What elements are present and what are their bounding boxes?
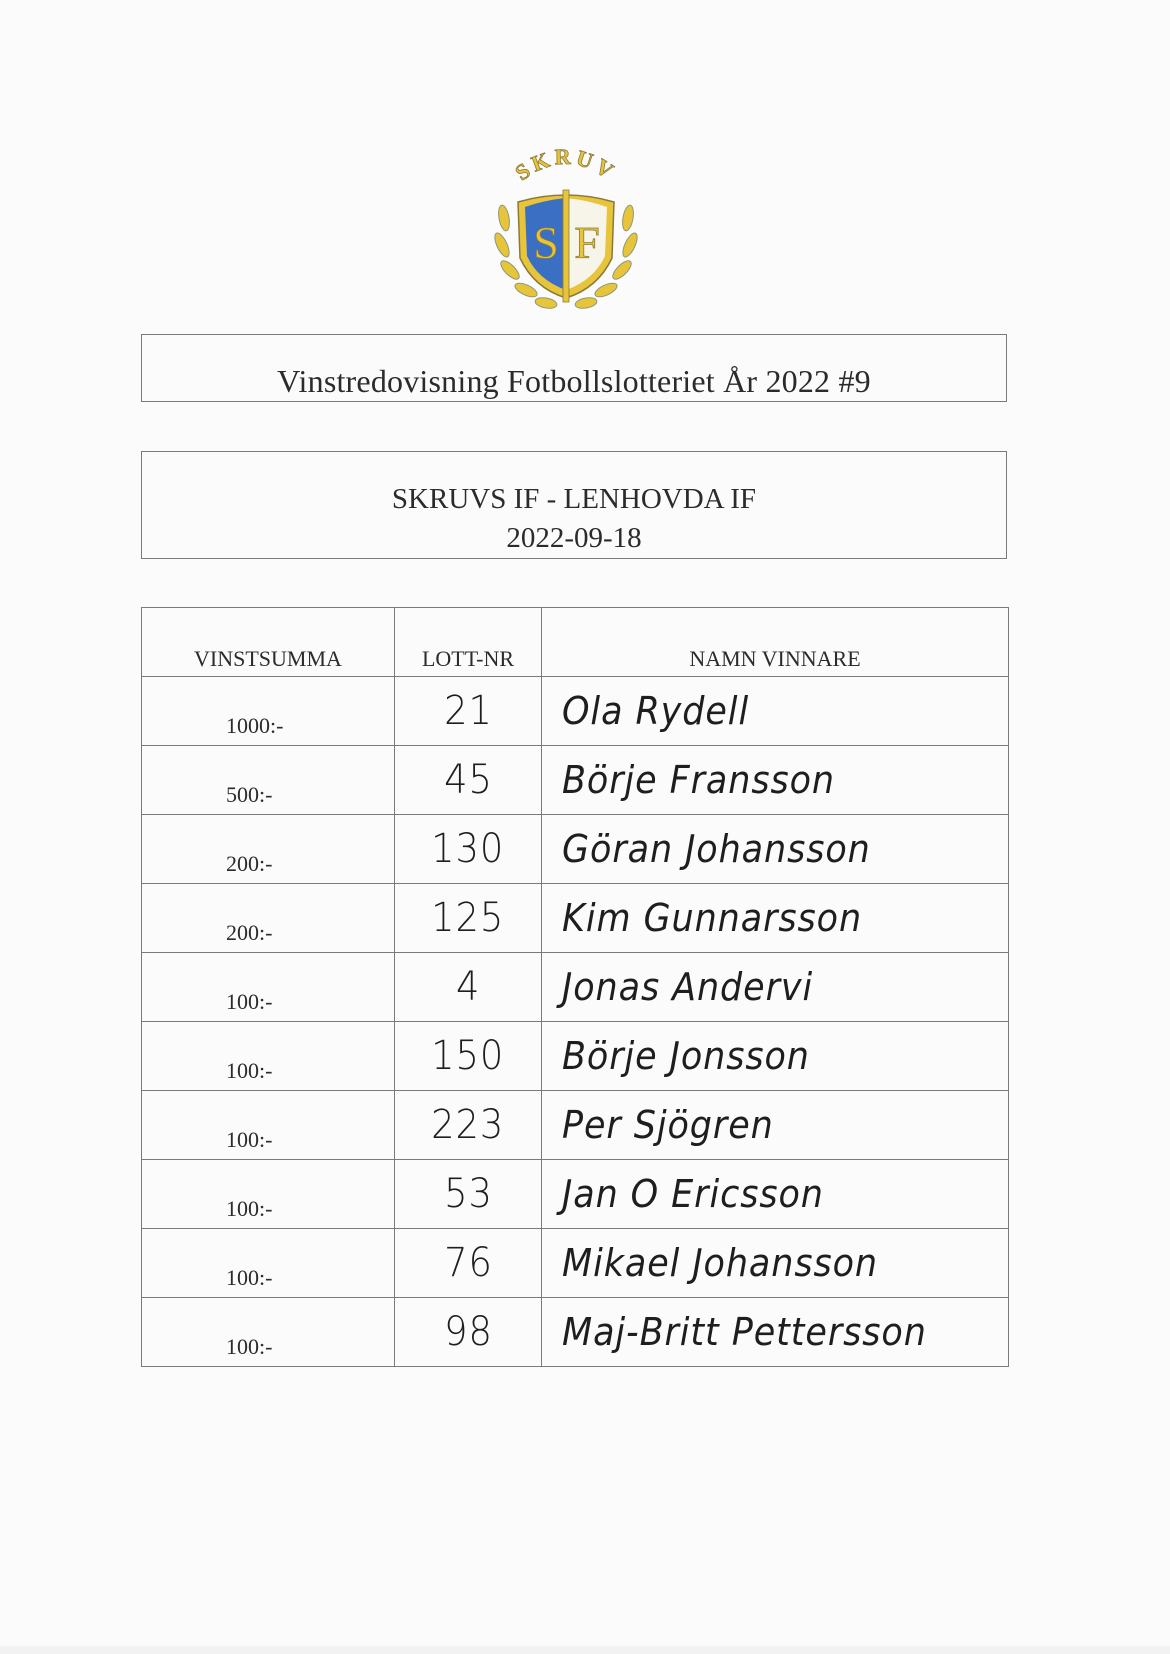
table-row (142, 953, 1009, 1022)
prize-amount: 500:- (142, 746, 395, 815)
prize-amount: 100:- (142, 953, 395, 1022)
header-vinstsumma: VINSTSUMMA (142, 608, 395, 677)
winner-name: Kim Gunnarsson (562, 896, 863, 940)
club-logo (488, 140, 644, 315)
ticket-number-cell (395, 1160, 542, 1229)
winner-name-cell (542, 1091, 1009, 1160)
prize-amount: 100:- (142, 1091, 395, 1160)
winner-name-cell (542, 746, 1009, 815)
winners-table (141, 607, 1009, 1367)
ticket-number-cell (395, 953, 542, 1022)
ticket-number: 76 (443, 1240, 493, 1286)
match-box (141, 451, 1007, 559)
winner-name-cell (542, 815, 1009, 884)
winner-name: Jan O Ericsson (562, 1172, 824, 1216)
ticket-number-cell (395, 1298, 542, 1367)
table-row (142, 746, 1009, 815)
prize-amount: 200:- (142, 815, 395, 884)
table-row (142, 815, 1009, 884)
winner-name-cell (542, 953, 1009, 1022)
skruv-if-crest-icon (488, 140, 644, 315)
header-lott-nr: LOTT-NR (395, 608, 542, 677)
prize-amount: 100:- (142, 1022, 395, 1091)
ticket-number: 150 (431, 1033, 505, 1079)
ticket-number-cell (395, 1229, 542, 1298)
header-namn-vinnare: NAMN VINNARE (542, 608, 1009, 677)
ticket-number: 223 (431, 1102, 505, 1148)
prize-amount: 1000:- (142, 677, 395, 746)
table-header-row (142, 608, 1009, 677)
ticket-number-cell (395, 884, 542, 953)
ticket-number-cell (395, 677, 542, 746)
logo-initial-f: F (574, 217, 600, 268)
winner-name-cell (542, 1022, 1009, 1091)
winner-name: Göran Johansson (562, 827, 871, 871)
table-row (142, 1229, 1009, 1298)
ticket-number: 53 (443, 1171, 493, 1217)
table-row (142, 1091, 1009, 1160)
prize-amount: 100:- (142, 1229, 395, 1298)
winner-name: Maj-Britt Pettersson (562, 1310, 927, 1354)
ticket-number: 4 (455, 964, 481, 1010)
winner-name: Per Sjögren (562, 1103, 774, 1147)
logo-text: SKRUV (510, 143, 622, 186)
prize-amount: 200:- (142, 884, 395, 953)
winner-name-cell (542, 1160, 1009, 1229)
table-row (142, 1160, 1009, 1229)
winner-name-cell (542, 677, 1009, 746)
winner-name-cell (542, 1229, 1009, 1298)
winner-name: Mikael Johansson (562, 1241, 879, 1285)
title-box (141, 334, 1007, 402)
logo-initial-s: S (533, 217, 559, 268)
ticket-number-cell (395, 815, 542, 884)
ticket-number: 21 (443, 688, 493, 734)
winner-name: Börje Jonsson (562, 1034, 810, 1078)
winner-name: Börje Fransson (562, 758, 836, 802)
table-row (142, 1298, 1009, 1367)
document-title: Vinstredovisning Fotbollslotteriet År 2022 #9 (277, 363, 871, 399)
winner-name-cell (542, 884, 1009, 953)
winner-name: Ola Rydell (562, 689, 750, 733)
match-date: 2022-09-18 (506, 522, 642, 554)
ticket-number: 98 (443, 1309, 493, 1355)
table-row (142, 884, 1009, 953)
match-teams: SKRUVS IF - LENHOVDA IF (391, 483, 757, 515)
prize-amount: 100:- (142, 1298, 395, 1367)
ticket-number-cell (395, 746, 542, 815)
ticket-number: 125 (431, 895, 505, 941)
ticket-number-cell (395, 1091, 542, 1160)
table-row (142, 1022, 1009, 1091)
scan-edge (0, 1646, 1170, 1654)
ticket-number: 130 (431, 826, 505, 872)
ticket-number: 45 (443, 757, 493, 803)
svg-text:SKRUV (510, 144, 621, 186)
prize-amount: 100:- (142, 1160, 395, 1229)
winner-name: Jonas Andervi (562, 965, 814, 1009)
ticket-number-cell (395, 1022, 542, 1091)
winner-name-cell (542, 1298, 1009, 1367)
table-row (142, 677, 1009, 746)
